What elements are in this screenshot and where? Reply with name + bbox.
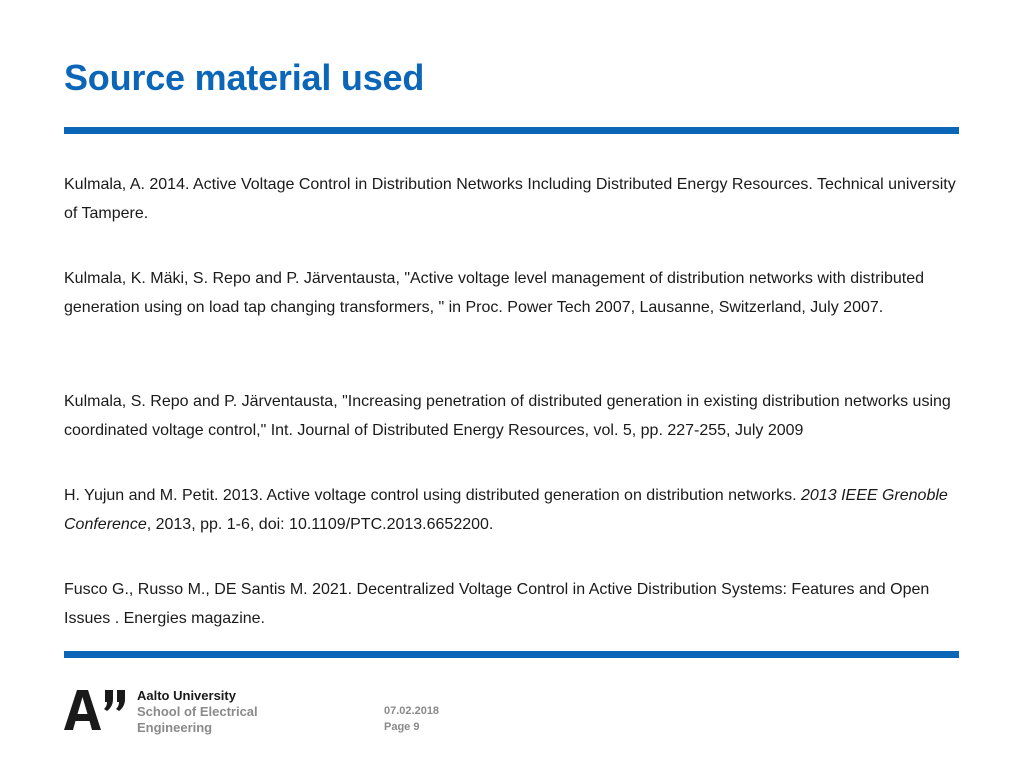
reference-text: , 2013, pp. 1-6, doi: 10.1109/PTC.2013.6652200. bbox=[146, 516, 494, 533]
slide-date: 07.02.2018 bbox=[384, 705, 440, 717]
top-divider bbox=[64, 127, 959, 134]
reference-item: Kulmala, K. Mäki, S. Repo and P. Järventausta, "Active voltage level management of distribution networks with distributed generation using on load tap changing transformers, " in Proc. Power Tech 2007, Lausanne, Switzerland, July 2007. bbox=[64, 270, 925, 316]
reference-text: H. Yujun and M. Petit. 2013. Active voltage control using distributed generation on distribution networks. bbox=[64, 487, 802, 504]
reference-item: Kulmala, A. 2014. Active Voltage Control in Distribution Networks Including Distributed Energy Resources. Technical university of Tampere. bbox=[64, 176, 956, 222]
reference-conference-name: 2013 IEEE Grenoble Conference bbox=[64, 487, 948, 533]
reference-item: Fusco G., Russo M., DE Santis M. 2021. Decentralized Voltage Control in Active Distribution Systems: Features and Open Issues . Energies magazine. bbox=[64, 581, 930, 627]
reference-item: Kulmala, S. Repo and P. Järventausta, "Increasing penetration of distributed generation in existing distribution networks using coordinated voltage control," Int. Journal of Distributed Energy Resources, vol. 5, pp. 227-255, July 2009 bbox=[64, 393, 951, 439]
footer-meta bbox=[384, 703, 439, 735]
university-name: Aalto University bbox=[137, 688, 236, 703]
slide-title: Source material used bbox=[64, 57, 425, 98]
school-name-continued: Engineering bbox=[137, 720, 213, 735]
page-number: Page 9 bbox=[384, 721, 420, 733]
aalto-logo-icon bbox=[64, 690, 128, 730]
organization-name bbox=[137, 688, 258, 736]
reference-item bbox=[64, 481, 964, 539]
bottom-divider bbox=[64, 651, 959, 658]
school-name: School of Electrical bbox=[137, 704, 258, 719]
